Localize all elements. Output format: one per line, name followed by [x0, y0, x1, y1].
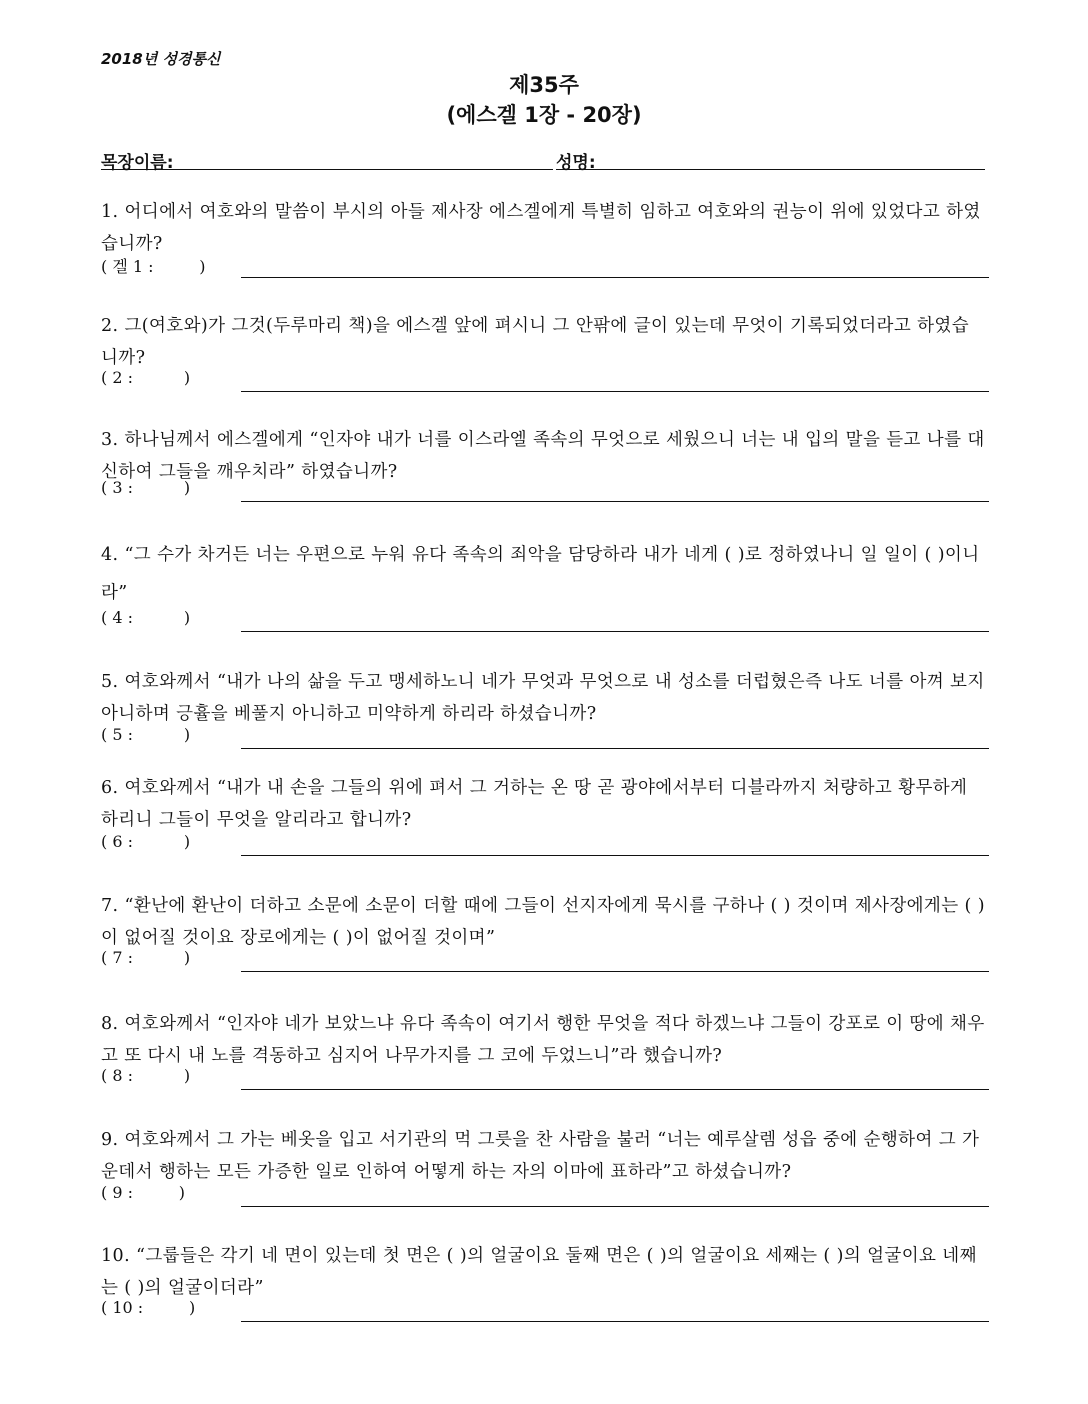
verse-reference: ( 9 : ) [101, 1183, 185, 1202]
answer-row-5 [101, 725, 989, 751]
question-4 [101, 536, 985, 612]
name-fields-row [101, 148, 985, 172]
question-1 [101, 196, 985, 260]
page-title: 제35주 [509, 73, 579, 97]
person-name-line[interactable] [556, 169, 985, 170]
question-text: 6. 여호와께서 “내가 내 손을 그들의 위에 펴서 그 거하는 온 땅 곧 광야에서부터 디블라까지 처량하고 황무하게 하리니 그들이 무엇을 알리라고 합니까? [101, 778, 968, 830]
verse-reference: ( 3 : ) [101, 478, 191, 497]
question-text: 4. “그 수가 차거든 너는 우편으로 누워 유다 족속의 죄악을 담당하라 내가 네게 ( )로 정하였나니 일 일이 ( )이니라” [101, 545, 980, 603]
question-text: 10. “그룹들은 각기 네 면이 있는데 첫 면은 ( )의 얼굴이요 둘째 면은 ( )의 얼굴이요 세째는 ( )의 얼굴이요 네째는 ( )의 얼굴이더라” [101, 1246, 977, 1298]
answer-line[interactable] [241, 277, 989, 278]
question-text: 8. 여호와께서 “인자야 네가 보았느냐 유다 족속이 여기서 행한 무엇을 적다 하겠느냐 그들이 강포로 이 땅에 채우고 또 다시 내 노를 격동하고 심지어 나무가지를 그 코에 두었느니”라 했습니까? [101, 1014, 985, 1066]
question-6 [101, 772, 985, 836]
verse-reference: ( 7 : ) [101, 948, 191, 967]
question-text: 3. 하나님께서 에스겔에게 “인자야 내가 너를 이스라엘 족속의 무엇으로 세웠으니 너는 내 입의 말을 듣고 나를 대신하여 그들을 깨우치라” 하였습니까? [101, 430, 985, 482]
title-block [0, 70, 1088, 130]
verse-reference: ( 8 : ) [101, 1066, 191, 1085]
page-subtitle: (에스겔 1장 - 20장) [446, 103, 642, 127]
question-text: 1. 어디에서 여호와의 말씀이 부시의 아들 제사장 에스겔에게 특별히 임하고 여호와의 권능이 위에 있었다고 하였습니까? [101, 202, 981, 254]
answer-line[interactable] [241, 501, 989, 502]
answer-row-8 [101, 1066, 989, 1092]
pastor-name-line[interactable] [101, 169, 553, 170]
answer-row-6 [101, 832, 989, 858]
question-text: 7. “환난에 환난이 더하고 소문에 소문이 더할 때에 그들이 선지자에게 묵시를 구하나 ( ) 것이며 제사장에게는 ( )이 없어질 것이요 장로에게는 ( )이 없어질 것이며” [101, 896, 985, 948]
answer-row-10 [101, 1298, 989, 1324]
question-8 [101, 1008, 985, 1072]
answer-row-3 [101, 478, 989, 504]
verse-reference: ( 10 : ) [101, 1298, 196, 1317]
question-text: 5. 여호와께서 “내가 나의 삶을 두고 맹세하노니 네가 무엇과 무엇으로 내 성소를 더럽혔은즉 나도 너를 아껴 보지 아니하며 긍휼을 베풀지 아니하고 미약하게 하리라 하셨습니까? [101, 672, 985, 724]
pastor-name-label: 목장이름: [101, 153, 174, 173]
answer-row-1 [101, 254, 989, 280]
answer-line[interactable] [241, 631, 989, 632]
verse-reference: ( 4 : ) [101, 608, 191, 627]
newsletter-label: 2018년 성경통신 [101, 50, 221, 68]
answer-row-7 [101, 948, 989, 974]
answer-line[interactable] [241, 1206, 989, 1207]
answer-row-4 [101, 608, 989, 634]
question-text: 2. 그(여호와)가 그것(두루마리 책)을 에스겔 앞에 펴시니 그 안팎에 글이 있는데 무엇이 기록되었더라고 하였습니까? [101, 316, 970, 368]
answer-line[interactable] [241, 1321, 989, 1322]
question-7 [101, 890, 985, 954]
answer-line[interactable] [241, 748, 989, 749]
question-5 [101, 666, 985, 730]
verse-reference: ( 5 : ) [101, 725, 191, 744]
verse-reference: ( 겔 1 : ) [101, 257, 206, 276]
answer-row-2 [101, 368, 989, 394]
answer-row-9 [101, 1183, 989, 1209]
answer-line[interactable] [241, 971, 989, 972]
person-name-label: 성명: [556, 153, 596, 173]
question-9 [101, 1124, 985, 1188]
verse-reference: ( 2 : ) [101, 368, 191, 387]
verse-reference: ( 6 : ) [101, 832, 191, 851]
question-text: 9. 여호와께서 그 가는 베옷을 입고 서기관의 먹 그릇을 찬 사람을 불러 “너는 예루살렘 성읍 중에 순행하여 그 가운데서 행하는 모든 가증한 일로 인하여 어떻게 하는 자의 이마에 표하라”고 하셨습니까? [101, 1130, 980, 1182]
answer-line[interactable] [241, 1089, 989, 1090]
answer-line[interactable] [241, 855, 989, 856]
question-10 [101, 1240, 985, 1304]
answer-line[interactable] [241, 391, 989, 392]
question-2 [101, 310, 985, 374]
